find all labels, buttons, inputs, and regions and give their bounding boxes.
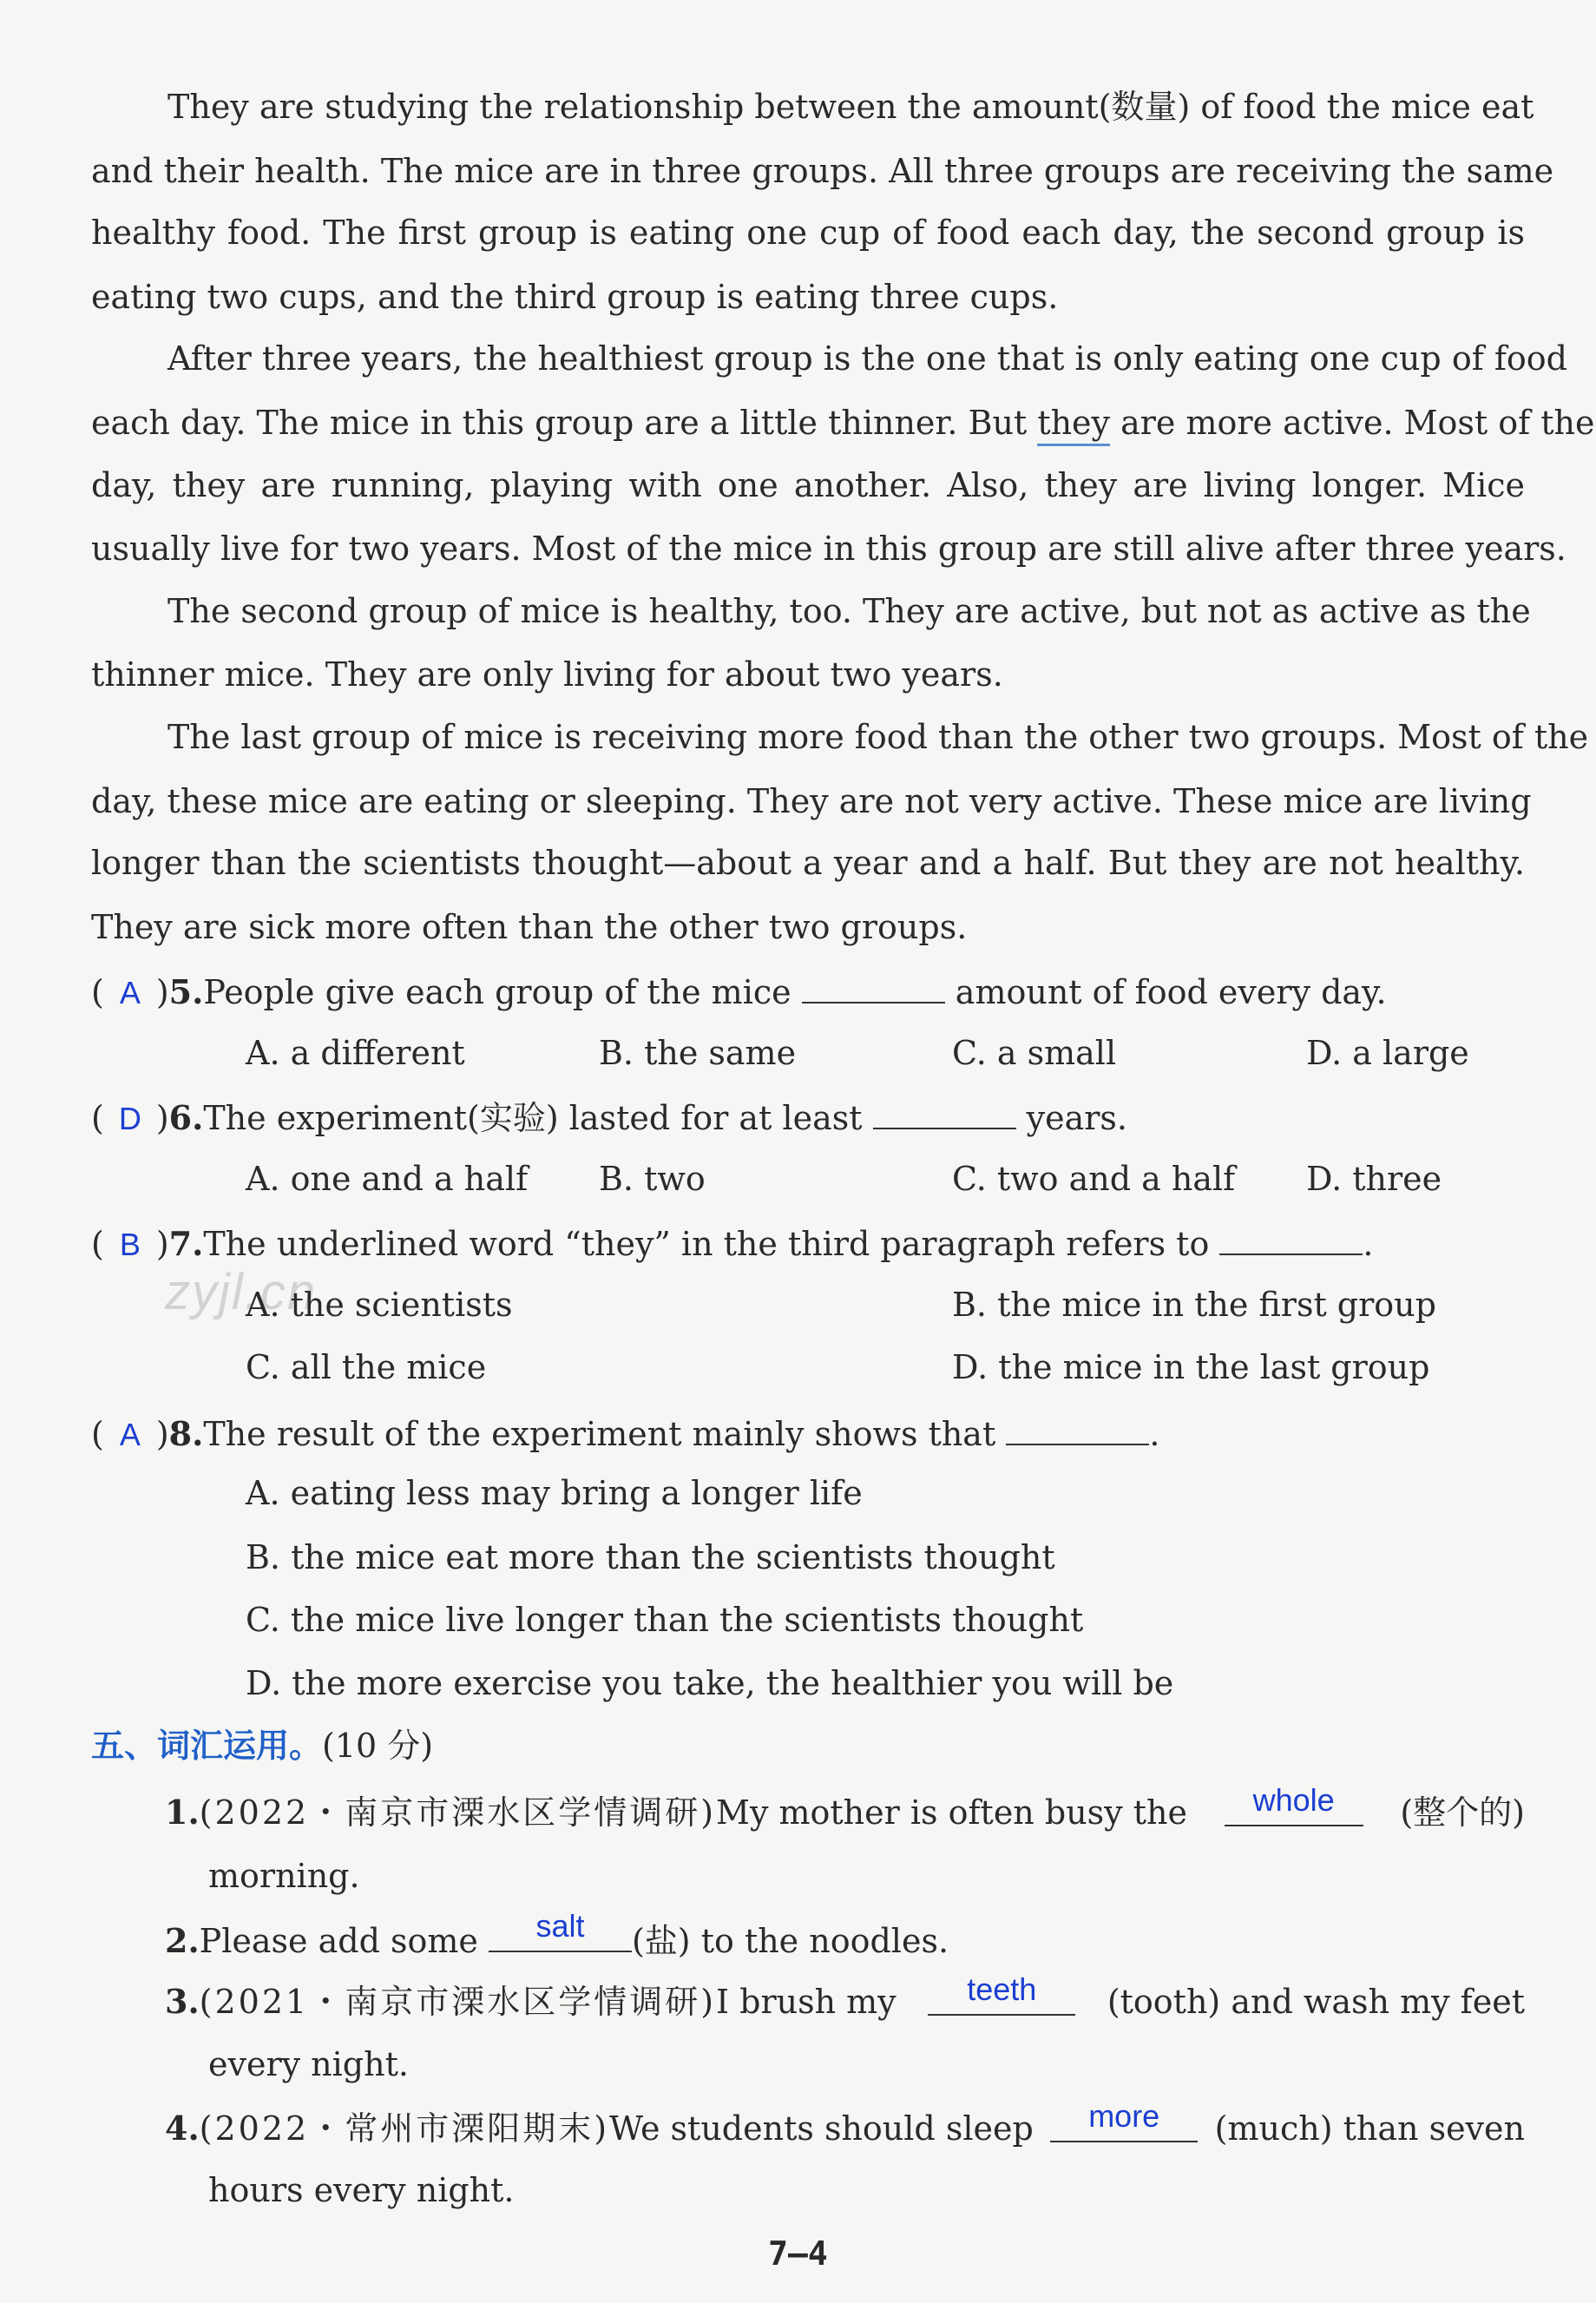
answer-blank[interactable] <box>1225 1782 1363 1826</box>
passage-text: are more active. Most of the <box>1110 404 1595 442</box>
item-number: 1. <box>165 1793 200 1832</box>
item-hint: (整个的) <box>1400 1793 1525 1832</box>
option-d: D. a large <box>1306 1034 1469 1072</box>
passage-text: each day. The mice in this group are a little thinner. But <box>91 404 1038 442</box>
item-source: (2022・南京市溧水区学情调研) <box>199 1793 717 1832</box>
vocab-item-4-cont: hours every night. <box>208 2171 515 2209</box>
question-stem: years. <box>1015 1099 1128 1137</box>
option-a: A. one and a half <box>246 1160 529 1198</box>
option-c: C. two and a half <box>952 1160 1236 1198</box>
passage-line: usually live for two years. Most of the mice in this group are still alive after three years. <box>91 530 1566 568</box>
option-a: A. a different <box>246 1034 465 1072</box>
item-text: I brush my <box>716 1983 897 2021</box>
option-a: A. eating less may bring a longer life <box>246 1474 863 1512</box>
question-number: 6. <box>168 1098 204 1137</box>
item-source: (2021・南京市溧水区学情调研) <box>199 1983 717 2021</box>
question-7: ( B )7.The underlined word “they” in the third paragraph refers to . <box>91 1221 1374 1266</box>
question-stem: . <box>1363 1225 1374 1263</box>
answer-blank[interactable] <box>802 969 945 1003</box>
passage-line <box>91 402 1595 444</box>
question-6: ( D )6.The experiment(实验) lasted for at least years. <box>91 1095 1127 1140</box>
answer-mark: A <box>119 975 141 1010</box>
item-number: 2. <box>165 1921 200 1960</box>
item-source: (2022・常州市溧阳期末) <box>199 2109 610 2148</box>
item-text: My mother is often busy the <box>716 1793 1187 1832</box>
passage-line: longer than the scientists thought—about a year and a half. But they are not healthy. <box>91 844 1525 882</box>
passage-line: healthy food. The first group is eating one cup of food each day, the second group is <box>91 214 1525 252</box>
watermark: zyjl.cn <box>165 1264 318 1320</box>
option-c: C. the mice live longer than the scientists thought <box>246 1601 1084 1639</box>
filled-answer: teeth <box>967 1971 1037 2007</box>
question-stem: amount of food every day. <box>944 973 1387 1011</box>
question-5: ( A )5.People give each group of the mice amount of food every day. <box>91 969 1387 1014</box>
question-stem: . <box>1149 1415 1160 1453</box>
passage-line: After three years, the healthiest group is the one that is only eating one cup of food <box>167 339 1567 378</box>
answer-blank[interactable] <box>873 1095 1016 1129</box>
answer-mark: D <box>118 1101 141 1136</box>
vocab-item-2 <box>165 1908 949 1962</box>
item-text: Please add some <box>199 1922 489 1960</box>
vocab-item-3 <box>165 1971 1525 2023</box>
section-heading <box>91 1725 433 1767</box>
item-number: 4. <box>165 2109 200 2148</box>
filled-answer: whole <box>1252 1782 1335 1818</box>
question-stem: The experiment(实验) lasted for at least <box>203 1099 873 1137</box>
item-hint: (盐) to the noodles. <box>631 1922 949 1960</box>
answer-blank[interactable] <box>1050 2098 1198 2142</box>
item-hint: (much) than seven <box>1214 2109 1525 2148</box>
option-b: B. the mice eat more than the scientists thought <box>246 1538 1055 1576</box>
passage-line: day, they are running, playing with one another. Also, they are living longer. Mice <box>91 466 1525 504</box>
option-b: B. two <box>599 1160 706 1198</box>
section-title-text: 五、词汇运用。 <box>91 1727 323 1765</box>
vocab-item-1-cont: morning. <box>208 1857 360 1895</box>
passage-line: thinner mice. They are only living for about two years. <box>91 655 1003 694</box>
question-stem: The underlined word “they” in the third paragraph refers to <box>203 1225 1220 1263</box>
vocab-item-4 <box>165 2098 1525 2149</box>
passage-line: The last group of mice is receiving more food than the other two groups. Most of the <box>167 718 1589 756</box>
option-d: D. three <box>1306 1160 1442 1198</box>
filled-answer: salt <box>535 1908 585 1944</box>
item-number: 3. <box>165 1982 200 2021</box>
passage-line: eating two cups, and the third group is eating three cups. <box>91 278 1059 316</box>
answer-mark: A <box>119 1417 141 1452</box>
option-a: A. the scientists <box>246 1286 513 1324</box>
page-number: 7—4 <box>768 2234 828 2273</box>
question-number: 8. <box>168 1414 204 1453</box>
question-8: ( A )8.The result of the experiment mainly shows that . <box>91 1411 1159 1456</box>
question-number: 5. <box>168 972 204 1011</box>
option-d: D. the mice in the last group <box>952 1348 1430 1386</box>
option-b: B. the mice in the first group <box>952 1286 1436 1324</box>
item-hint: (tooth) and wash my feet <box>1107 1983 1525 2021</box>
vocab-item-3-cont: every night. <box>208 2045 409 2083</box>
filled-answer: more <box>1088 2098 1160 2134</box>
answer-blank[interactable] <box>1006 1411 1149 1445</box>
answer-blank[interactable] <box>1219 1221 1363 1255</box>
section-points: (10 分) <box>322 1727 434 1765</box>
option-b: B. the same <box>599 1034 797 1072</box>
question-number: 7. <box>168 1224 204 1263</box>
question-stem: People give each group of the mice <box>203 973 802 1011</box>
question-stem: The result of the experiment mainly shows that <box>203 1415 1007 1453</box>
passage-line: The second group of mice is healthy, too. They are active, but not as active as the <box>167 592 1531 630</box>
passage-line: and their health. The mice are in three groups. All three groups are receiving the same <box>91 152 1554 190</box>
option-c: C. all the mice <box>246 1348 487 1386</box>
answer-blank[interactable] <box>489 1908 632 1952</box>
underlined-word: they <box>1037 404 1110 446</box>
answer-mark: B <box>119 1227 141 1262</box>
item-text: We students should sleep <box>609 2109 1034 2148</box>
option-d: D. the more exercise you take, the healthier you will be <box>246 1664 1174 1702</box>
vocab-item-1 <box>165 1782 1525 1833</box>
passage-line: day, these mice are eating or sleeping. They are not very active. These mice are living <box>91 782 1532 820</box>
passage-line: They are sick more often than the other two groups. <box>91 908 968 946</box>
passage-line: They are studying the relationship between the amount(数量) of food the mice eat <box>167 88 1534 126</box>
option-c: C. a small <box>952 1034 1117 1072</box>
answer-blank[interactable] <box>928 1971 1075 2016</box>
